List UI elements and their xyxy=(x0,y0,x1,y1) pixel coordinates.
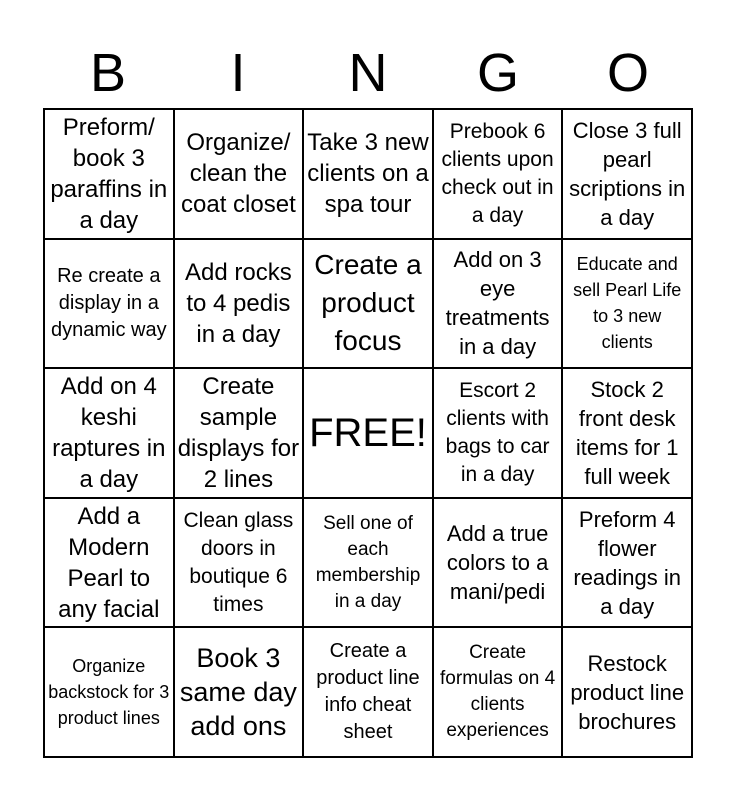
bingo-cell[interactable]: Add a Modern Pearl to any facial xyxy=(44,498,174,628)
header-letter-n: N xyxy=(348,43,388,103)
bingo-cell[interactable]: Stock 2 front desk items for 1 full week xyxy=(562,368,692,498)
bingo-cell[interactable]: Restock product line brochures xyxy=(562,627,692,757)
header-letter-i: I xyxy=(230,43,246,103)
bingo-cell[interactable]: Add a true colors to a mani/pedi xyxy=(433,498,563,628)
bingo-cell[interactable]: Clean glass doors in boutique 6 times xyxy=(174,498,304,628)
bingo-cell[interactable]: Escort 2 clients with bags to car in a day xyxy=(433,368,563,498)
bingo-cell[interactable]: Book 3 same day add ons xyxy=(174,627,304,757)
free-space-cell[interactable]: FREE! xyxy=(303,368,433,498)
bingo-cell[interactable]: Organize backstock for 3 product lines xyxy=(44,627,174,757)
bingo-header xyxy=(43,40,693,106)
bingo-cell[interactable]: Prebook 6 clients upon check out in a day xyxy=(433,109,563,239)
bingo-cell[interactable]: Preform 4 flower readings in a day xyxy=(562,498,692,628)
bingo-cell[interactable]: Create sample displays for 2 lines xyxy=(174,368,304,498)
bingo-cell[interactable]: Add rocks to 4 pedis in a day xyxy=(174,239,304,369)
header-letter-b: B xyxy=(89,43,127,103)
bingo-card-grid xyxy=(43,108,693,758)
bingo-cell[interactable]: Educate and sell Pearl Life to 3 new clients xyxy=(562,239,692,369)
bingo-cell[interactable]: Take 3 new clients on a spa tour xyxy=(303,109,433,239)
header-letter-o: O xyxy=(606,43,649,103)
bingo-cell[interactable]: Close 3 full pearl scriptions in a day xyxy=(562,109,692,239)
bingo-cell[interactable]: Create formulas on 4 clients experiences xyxy=(433,627,563,757)
bingo-cell[interactable]: Organize/ clean the coat closet xyxy=(174,109,304,239)
header-letter-g: G xyxy=(476,43,519,103)
bingo-cell[interactable]: Re create a display in a dynamic way xyxy=(44,239,174,369)
bingo-cell[interactable]: Create a product line info cheat sheet xyxy=(303,627,433,757)
bingo-cell[interactable]: Add on 3 eye treatments in a day xyxy=(433,239,563,369)
bingo-cell[interactable]: Create a product focus xyxy=(303,239,433,369)
bingo-cell[interactable]: Add on 4 keshi raptures in a day xyxy=(44,368,174,498)
bingo-cell[interactable]: Preform/ book 3 paraffins in a day xyxy=(44,109,174,239)
bingo-cell[interactable]: Sell one of each membership in a day xyxy=(303,498,433,628)
